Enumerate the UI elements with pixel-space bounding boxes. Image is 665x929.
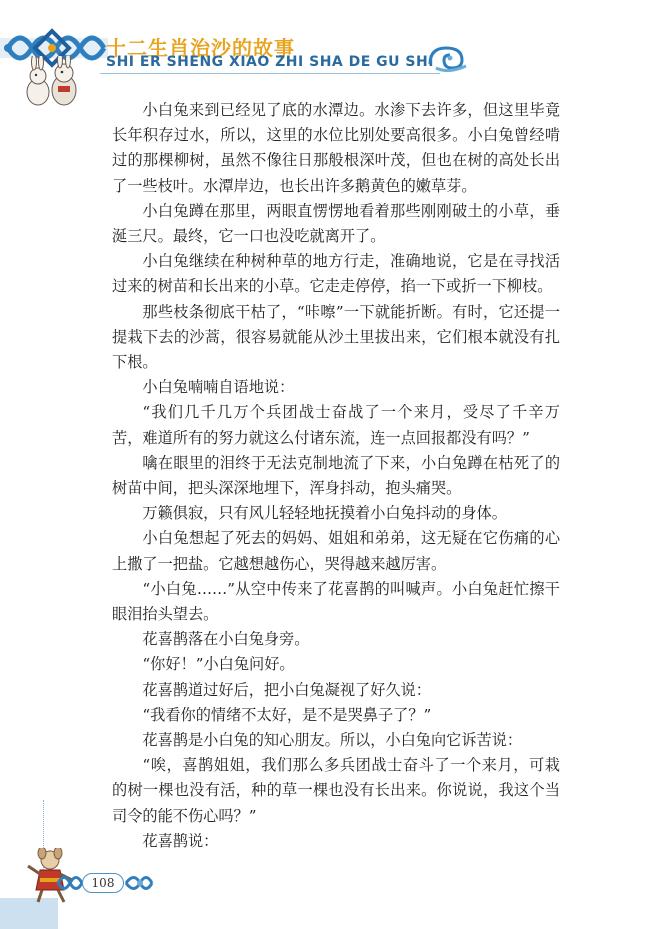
header-divider bbox=[100, 73, 440, 74]
vine-ornament-icon bbox=[124, 872, 154, 894]
paragraph: “你好！”小白兔问好。 bbox=[142, 655, 295, 674]
story-body bbox=[112, 98, 560, 854]
paragraph: “我们几千几万个兵团战士奋战了一个来月，受尽了千辛万苦，难道所有的努力就这么付诸东流，连一点回报都没有吗？” bbox=[112, 403, 560, 447]
paragraph: 万籁俱寂，只有风儿轻轻地抚摸着小白兔抖动的身体。 bbox=[142, 504, 507, 523]
paragraph: 小白兔继续在种树种草的地方行走，准确地说，它是在寻找活过来的树苗和长出来的小草。它走走停停，掐一下或折一下柳枝。 bbox=[112, 252, 560, 296]
paragraph: 小白兔喃喃自语地说： bbox=[142, 378, 295, 397]
paragraph: 花喜鹊落在小白兔身旁。 bbox=[142, 630, 310, 649]
paragraph: 噙在眼里的泪终于无法克制地流了下来，小白兔蹲在枯死了的树苗中间，把头深深地埋下，浑身抖动，抱头痛哭。 bbox=[112, 453, 560, 498]
rabbit-pair-icon bbox=[18, 56, 84, 110]
paragraph: “唉，喜鹊姐姐，我们那么多兵团战士奋斗了一个来月，可栽的树一棵也没有活，种的草一棵也没有长出来。你说说，我这个当司令的能不伤心吗？” bbox=[112, 756, 560, 825]
paragraph: 小白兔想起了死去的妈妈、姐姐和弟弟，这无疑在它伤痛的心上撒了一把盐。它越想越伤心，哭得越来越厉害。 bbox=[112, 529, 560, 573]
book-title: 十二生肖治沙的故事 bbox=[106, 36, 295, 60]
page-header bbox=[0, 0, 665, 110]
paragraph: 花喜鹊道过好后，把小白兔凝视了好久说： bbox=[142, 680, 431, 699]
vine-ornament-icon bbox=[56, 872, 84, 894]
book-title-pinyin: SHI ER SHENG XIAO ZHI SHA DE GU SHI bbox=[106, 54, 434, 70]
paragraph: “我看你的情绪不太好，是不是哭鼻子了？” bbox=[142, 705, 432, 724]
paragraph: 小白兔蹲在那里，两眼直愣愣地看着那些刚刚破土的小草，垂涎三尺。最终，它一口也没吃就离开了。 bbox=[112, 201, 560, 246]
paragraph: “小白兔……”从空中传来了花喜鹊的叫喊声。小白兔赶忙擦干眼泪抬头望去。 bbox=[112, 579, 560, 624]
cloud-scroll-icon bbox=[426, 38, 470, 74]
paragraph: 花喜鹊说： bbox=[142, 831, 219, 850]
paragraph: 花喜鹊是小白兔的知心朋友。所以，小白兔向它诉苦说： bbox=[142, 731, 523, 750]
paragraph: 那些枝条彻底干枯了，“咔嚓”一下就能折断。有时，它还提一提栽下去的沙蒿，很容易就能从沙土里拔出来，它们根本就没有扎下根。 bbox=[112, 302, 560, 372]
page-number: 108 bbox=[82, 873, 124, 893]
paragraph: 小白兔来到已经见了底的水潭边。水渗下去许多，但这里毕竟长年积存过水，所以，这里的水位比别处要高很多。小白兔曾经啃过的那棵柳树，虽然不像往日那般根深叶茂，但也在树的高处长出了一些枝叶。水潭岸边，也长出许多鹅黄色的嫩草芽。 bbox=[112, 101, 560, 195]
